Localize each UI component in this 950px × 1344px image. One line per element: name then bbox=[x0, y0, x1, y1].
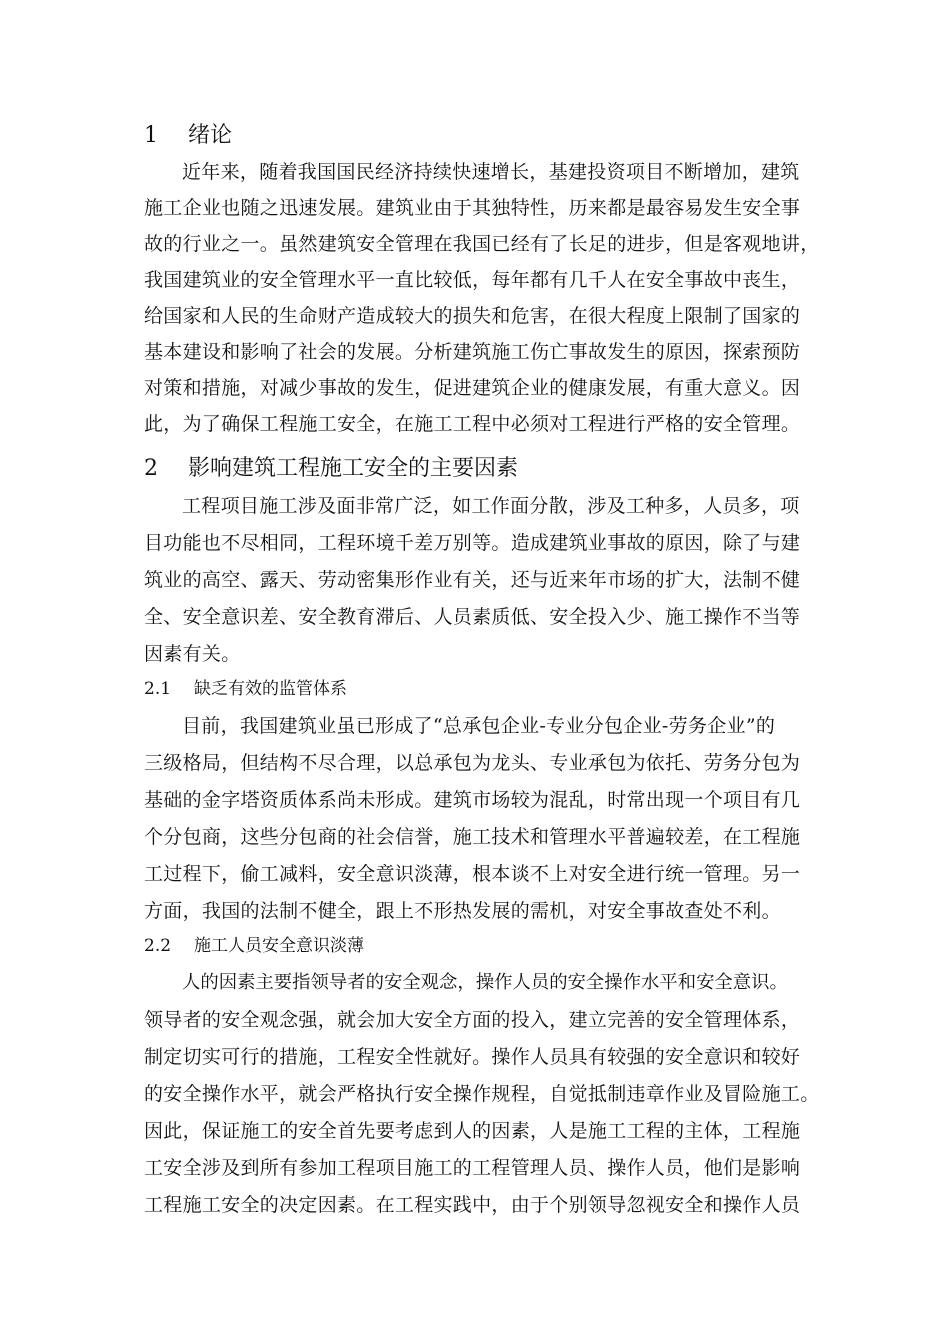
paragraph-line: 人的因素主要指领导者的安全观念，操作人员的安全操作水平和安全意识。 bbox=[182, 972, 788, 993]
section-2-1-heading bbox=[144, 677, 347, 701]
paragraph-line: 故的行业之一。虽然建筑安全管理在我国已经有了长足的进步，但是客观地讲， bbox=[144, 233, 820, 255]
paragraph-line: 筑业的高空、露天、劳动密集形作业有关，还与近来年市场的扩大，法制不健 bbox=[144, 569, 801, 591]
paragraph-line: 施工企业也随之迅速发展。建筑业由于其独特性，历来都是最容易发生安全事 bbox=[144, 197, 801, 219]
paragraph-line: 我国建筑业的安全管理水平一直比较低，每年都有几千人在安全事故中丧生， bbox=[144, 269, 801, 291]
paragraph-line: 个分包商，这些分包商的社会信誉，施工技术和管理水平普遍较差，在工程施 bbox=[144, 826, 801, 848]
section-title: 绪论 bbox=[188, 123, 233, 148]
paragraph-line: 工程施工安全的决定因素。在工程实践中，由于个别领导忽视安全和操作人员 bbox=[144, 1194, 801, 1216]
paragraph-line: 目前，我国建筑业虽已形成了“总承包企业-专业分包企业-劳务企业”的 bbox=[182, 715, 776, 737]
paragraph-line: 基础的金字塔资质体系尚未形成。建筑市场较为混乱，时常出现一个项目有几 bbox=[144, 789, 801, 811]
section-2-heading bbox=[144, 454, 518, 484]
paragraph-line: 工过程下，偷工减料，安全意识淡薄，根本谈不上对安全进行统一管理。另一 bbox=[144, 863, 801, 885]
paragraph-line: 全、安全意识差、安全教育滞后、人员素质低、安全投入少、施工操作不当等 bbox=[144, 606, 801, 628]
paragraph-line: 因素有关。 bbox=[144, 643, 241, 665]
paragraph-line: 近年来，随着我国国民经济持续快速增长，基建投资项目不断增加，建筑 bbox=[182, 161, 800, 183]
paragraph-line: 的安全操作水平，就会严格执行安全操作规程，自觉抵制违章作业及冒险施工。 bbox=[144, 1083, 820, 1105]
paragraph-line: 对策和措施，对减少事故的发生，促进建筑企业的健康发展，有重大意义。因 bbox=[144, 377, 801, 399]
section-2-2-heading bbox=[144, 934, 364, 958]
paragraph-line: 此，为了确保工程施工安全，在施工工程中必须对工程进行严格的安全管理。 bbox=[144, 413, 801, 435]
paragraph-line: 方面，我国的法制不健全，跟上不形热发展的需机，对安全事故查处不利。 bbox=[144, 900, 781, 922]
paragraph-line: 基本建设和影响了社会的发展。分析建筑施工伤亡事故发生的原因，探索预防 bbox=[144, 341, 801, 363]
section-title: 施工人员安全意识淡薄 bbox=[194, 936, 364, 956]
section-number: 1 bbox=[144, 123, 158, 148]
section-number: 2.1 bbox=[144, 679, 172, 699]
section-1-heading bbox=[144, 121, 232, 151]
paragraph-line: 目功能也不尽相同，工程环境千差万别等。造成建筑业事故的原因，除了与建 bbox=[144, 532, 801, 554]
paragraph-line: 领导者的安全观念强，就会加大安全方面的投入，建立完善的安全管理体系， bbox=[144, 1009, 801, 1031]
section-number: 2.2 bbox=[144, 936, 172, 956]
paragraph-line: 工安全涉及到所有参加工程项目施工的工程管理人员、操作人员，他们是影响 bbox=[144, 1157, 801, 1179]
paragraph-line: 制定切实可行的措施，工程安全性就好。操作人员具有较强的安全意识和较好 bbox=[144, 1046, 801, 1068]
paragraph-line: 工程项目施工涉及面非常广泛，如工作面分散，涉及工种多，人员多，项 bbox=[182, 495, 800, 517]
paragraph-line: 给国家和人民的生命财产造成较大的损失和危害，在很大程度上限制了国家的 bbox=[144, 305, 801, 327]
paragraph-line: 因此，保证施工的安全首先要考虑到人的因素，人是施工工程的主体，工程施 bbox=[144, 1120, 801, 1142]
section-title: 缺乏有效的监管体系 bbox=[194, 679, 347, 699]
section-title: 影响建筑工程施工安全的主要因素 bbox=[188, 456, 519, 481]
paragraph-line: 三级格局，但结构不尽合理，以总承包为龙头、专业承包为依托、劳务分包为 bbox=[144, 752, 801, 774]
section-number: 2 bbox=[144, 456, 158, 481]
